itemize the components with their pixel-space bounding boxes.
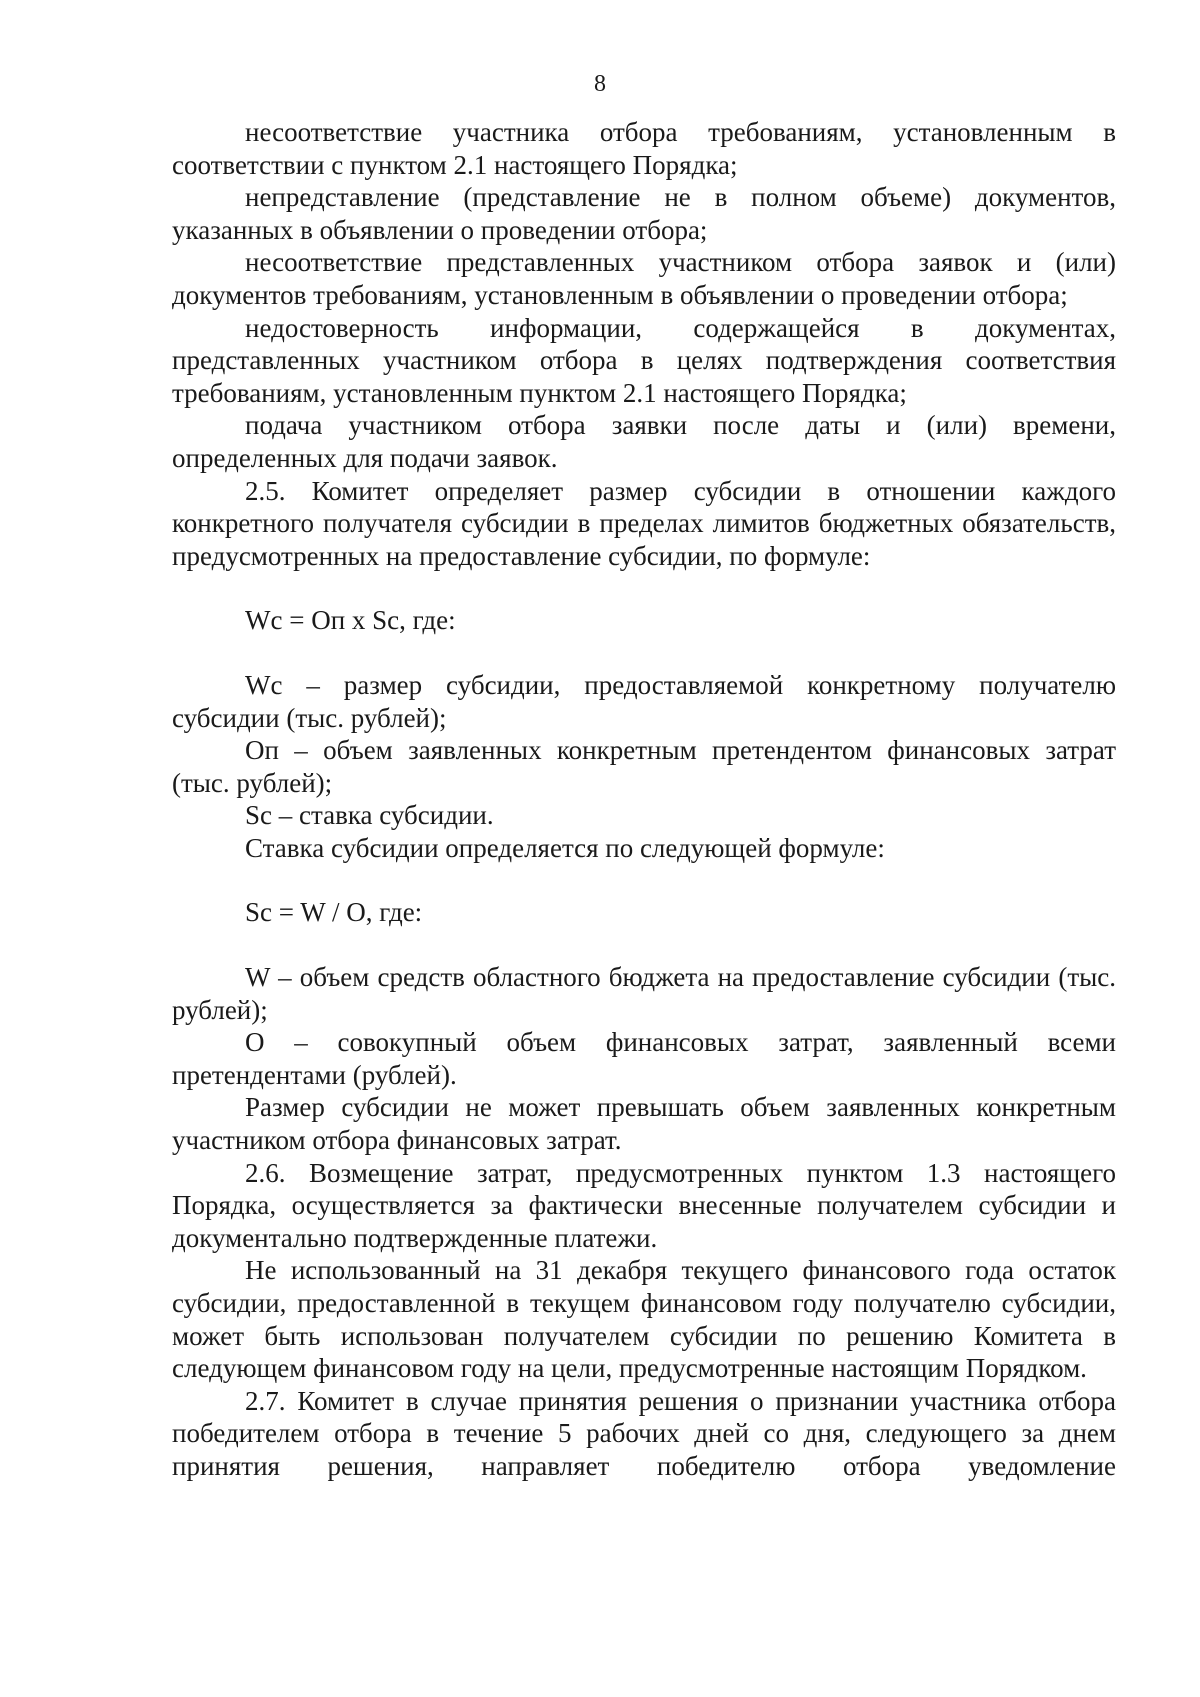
paragraph: недостоверность информации, содержащейся в документах, представленных участником отбора в целях подтверждения соответствия требованиям, установленным пунктом 2.1 настоящего Порядка; [172,312,1116,408]
page-number: 8 [594,71,606,97]
paragraph: Оп – объем заявленных конкретным претендентом финансовых затрат (тыс. рублей); [172,735,1116,798]
paragraph: 2.5. Комитет определяет размер субсидии в отношении каждого конкретного получателя субсидии в пределах лимитов бюджетных обязательств, предусмотренных на предоставление субсидии, по формуле: [172,475,1116,571]
paragraph: W – объем средств областного бюджета на предоставление субсидии (тыс. рублей); [172,962,1116,1025]
formula-sc: Sc = W / O, где: [245,897,423,928]
document-body [172,116,1116,1483]
paragraph: Не использованный на 31 декабря текущего финансового года остаток субсидии, предоставленной в текущем финансовом году получателю субсидии, может быть использован получателем субсидии по решению Комитета в следующем финансовом году на цели, предусмотренные настоящим Порядком. [172,1255,1116,1384]
paragraph: Ставка субсидии определяется по следующей формуле: [245,832,885,863]
formula-wc: Wc = Оп x Sc, где: [245,605,456,636]
paragraph: непредставление (представление не в полном объеме) документов, указанных в объявлении о проведении отбора; [172,182,1116,245]
paragraph: подача участником отбора заявки после даты и (или) времени, определенных для подачи заявок. [172,410,1116,473]
paragraph: 2.7. Комитет в случае принятия решения о признании участника отбора победителем отбора в течение 5 рабочих дней со дня, следующего за днем принятия решения, направляет победителю отбора уведомление [172,1385,1116,1481]
paragraph: несоответствие представленных участником отбора заявок и (или) документов требованиям, установленным в объявлении о проведении отбора; [172,247,1116,310]
paragraph: 2.6. Возмещение затрат, предусмотренных пунктом 1.3 настоящего Порядка, осуществляется за фактически внесенные получателем субсидии и документально подтвержденные платежи. [172,1157,1116,1253]
paragraph: Размер субсидии не может превышать объем заявленных конкретным участником отбора финансовых затрат. [172,1092,1116,1156]
paragraph: Wc – размер субсидии, предоставляемой конкретному получателю субсидии (тыс. рублей); [172,669,1116,733]
paragraph: O – совокупный объем финансовых затрат, заявленный всеми претендентами (рублей). [172,1027,1116,1090]
paragraph: несоответствие участника отбора требованиям, установленным в соответствии с пунктом 2.1 настоящего Порядка; [172,117,1116,180]
paragraph: Sc – ставка субсидии. [245,800,494,831]
